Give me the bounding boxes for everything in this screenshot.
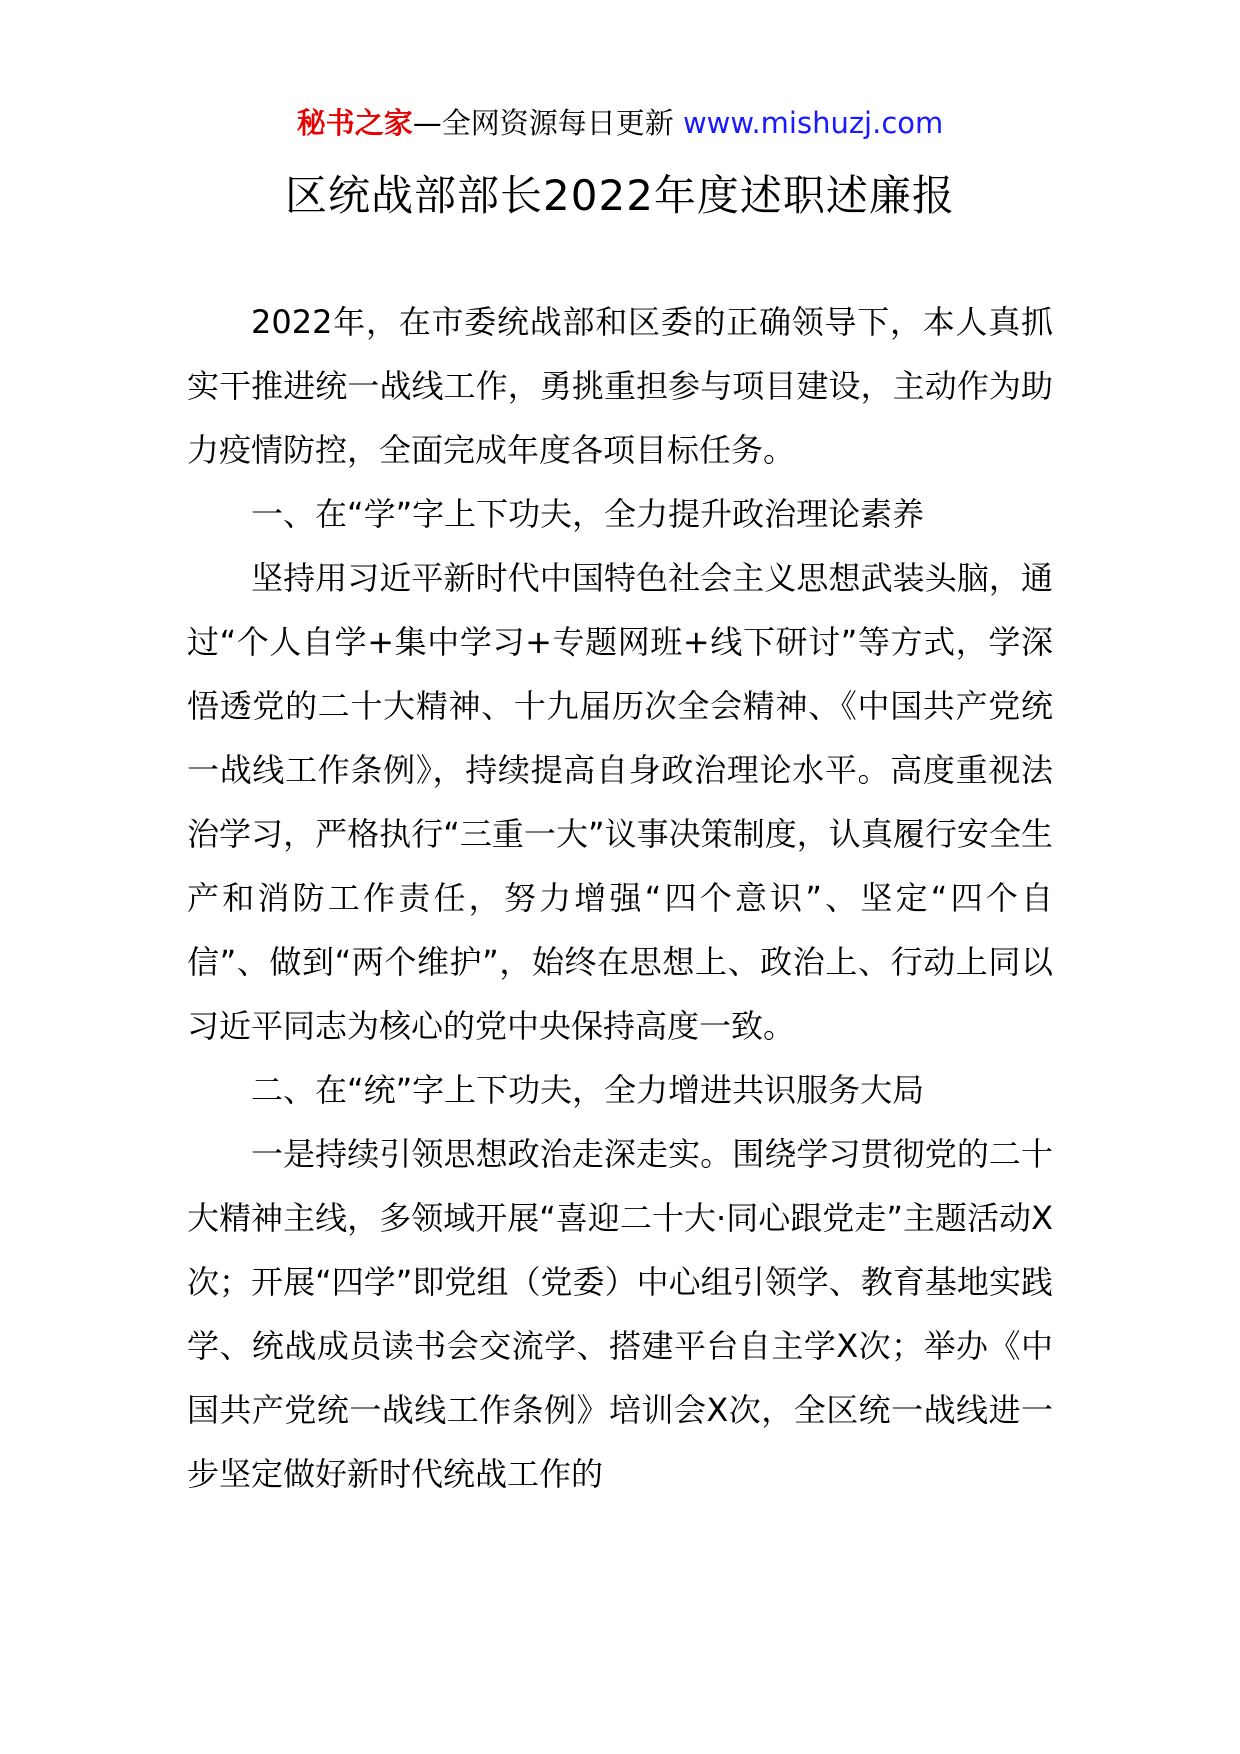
document-title: 区统战部部长2022年度述职述廉报 [285,171,955,220]
paragraph-section-1: 坚持用习近平新时代中国特色社会主义思想武装头脑，通过“个人自学+集中学习+专题网班+线下研讨”等方式，学深悟透党的二十大精神、十九届历次全会精神、《中国共产党统一战线工作条例》，持续提高自身政治理论水平。高度重视法治学习，严格执行“三重一大”议事决策制度，认真履行安全生产和消防工作责任，努力增强“四个意识”、坚定“四个自信”、做到“两个维护”，始终在思想上、政治上、行动上同以习近平同志为核心的党中央保持高度一致。 [187,559,1053,1045]
header-banner [0,103,1240,143]
section-heading-1: 一、在“学”字上下功夫，全力提升政治理论素养 [251,495,925,533]
banner-brand: 秘书之家 [296,106,413,140]
banner-tagline: —全网资源每日更新 [412,106,674,140]
banner-url-link[interactable]: www.mishuzj.com [682,106,944,140]
paragraph-section-2: 一是持续引领思想政治走深走实。围绕学习贯彻党的二十大精神主线，多领域开展“喜迎二十大·同心跟党走”主题活动X次；开展“四学”即党组（党委）中心组引领学、教育基地实践学、统战成员读书会交流学、搭建平台自主学X次；举办《中国共产党统一战线工作条例》培训会X次，全区统一战线进一步坚定做好新时代统战工作的 [187,1135,1053,1493]
section-heading-2: 二、在“统”字上下功夫，全力增进共识服务大局 [251,1071,925,1109]
paragraph-intro: 2022年，在市委统战部和区委的正确领导下，本人真抓实干推进统一战线工作，勇挑重担参与项目建设，主动作为助力疫情防控，全面完成年度各项目标任务。 [187,303,1053,469]
document-body [187,290,1053,1506]
